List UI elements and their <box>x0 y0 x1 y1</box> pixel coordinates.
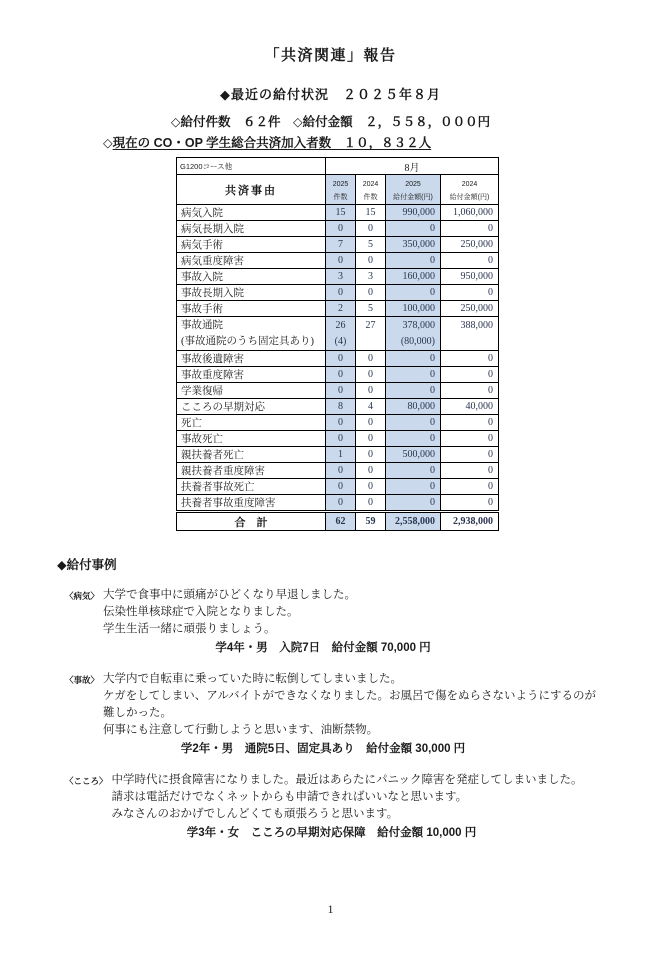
case-line: 大学で食事中に頭痛がひどくなり早退しました。 <box>103 589 357 601</box>
case-content <box>103 671 648 758</box>
count-2025: 0 <box>326 285 356 301</box>
case-item-sickness <box>65 587 661 657</box>
case-line: 何事にも注意して行動しようと思います、油断禁物。 <box>103 724 379 736</box>
total-count-2025: 62 <box>326 512 356 531</box>
amount-2024: 40,000 <box>441 399 499 415</box>
count-2025: 0 <box>326 253 356 269</box>
amount-2024: 0 <box>441 431 499 447</box>
amount-2024: 0 <box>441 447 499 463</box>
amount-2025: 0 <box>386 253 441 269</box>
count-2024: 5 <box>356 301 386 317</box>
stats-line: ◇給付件数 ６２件 ◇給付金額 ２，５５８，０００円 <box>170 115 491 129</box>
amount-2025: 350,000 <box>386 237 441 253</box>
amount-2025: 0 <box>386 351 441 367</box>
row-label: こころの早期対応 <box>177 399 326 415</box>
count-2025: 0 <box>326 495 356 512</box>
case-summary: 学4年・男 入院7日 給付金額 70,000 円 <box>215 642 431 654</box>
count-2025: 7 <box>326 237 356 253</box>
amount-2025: 0 <box>386 221 441 237</box>
case-tag: 〈こころ〉 <box>65 776 108 786</box>
total-amount-2025: 2,558,000 <box>386 512 441 531</box>
case-line: 伝染性単核球症で入院となりました。 <box>103 606 299 618</box>
case-summary: 学2年・男 通院5日、固定具あり 給付金額 30,000 円 <box>180 743 466 755</box>
members-text: 現在の CO・OP 学生総合共済加入者数 １０，８３２人 <box>112 136 432 150</box>
amount-2024: 0 <box>441 463 499 479</box>
count-2024: 0 <box>356 351 386 367</box>
total-amount-2024: 2,938,000 <box>441 512 499 531</box>
row-label: 親扶養者死亡 <box>177 447 326 463</box>
row-label: 事故入院 <box>177 269 326 285</box>
table-total-row <box>177 512 499 531</box>
table-row <box>177 221 499 237</box>
count-2024: 0 <box>356 383 386 399</box>
table-row <box>177 237 499 253</box>
count-2024: 15 <box>356 205 386 221</box>
table-row <box>177 351 499 367</box>
count-2025: 3 <box>326 269 356 285</box>
table-row <box>177 367 499 383</box>
row-label: 病気入院 <box>177 205 326 221</box>
amount-2025: 160,000 <box>386 269 441 285</box>
table-row <box>177 399 499 415</box>
count-2024: 0 <box>356 463 386 479</box>
count-2025: 26 (4) <box>326 317 356 351</box>
case-tag: 〈事故〉 <box>65 675 100 685</box>
table-row <box>177 447 499 463</box>
case-item-accident <box>65 671 661 758</box>
table-row <box>177 479 499 495</box>
amount-2024: 0 <box>441 285 499 301</box>
count-2025: 0 <box>326 383 356 399</box>
amount-2025: 0 <box>386 383 441 399</box>
count-2024: 0 <box>356 495 386 512</box>
count-2024: 0 <box>356 479 386 495</box>
amount-2025: 990,000 <box>386 205 441 221</box>
amount-2024: 0 <box>441 221 499 237</box>
count-2024: 0 <box>356 253 386 269</box>
amount-2024: 0 <box>441 253 499 269</box>
table-row <box>177 383 499 399</box>
reason-header-cell: 共済事由 <box>177 175 326 205</box>
case-line: 難しかった。 <box>103 707 173 719</box>
table-row <box>177 285 499 301</box>
course-label-cell: G1200コース他 <box>177 158 326 175</box>
table-row <box>177 269 499 285</box>
count-2024: 4 <box>356 399 386 415</box>
case-summary: 学3年・女 こころの早期対応保障 給付金額 10,000 円 <box>186 827 477 839</box>
page-number: 1 <box>327 902 334 916</box>
count-2025: 0 <box>326 415 356 431</box>
row-label: 死亡 <box>177 415 326 431</box>
table-row <box>177 431 499 447</box>
row-label: 事故死亡 <box>177 431 326 447</box>
document-page <box>0 44 661 979</box>
row-label: 扶養者事故重度障害 <box>177 495 326 512</box>
count-2025: 0 <box>326 221 356 237</box>
count-2025: 2 <box>326 301 356 317</box>
amount-2024: 388,000 <box>441 317 499 351</box>
count-2024: 0 <box>356 415 386 431</box>
amount-2025: 0 <box>386 479 441 495</box>
amount-2024: 0 <box>441 351 499 367</box>
count-2025: 0 <box>326 351 356 367</box>
amount-2025-header-cell: 2025 給付金額(円) <box>386 175 441 205</box>
amount-2025: 500,000 <box>386 447 441 463</box>
total-count-2024: 59 <box>356 512 386 531</box>
count-2024: 0 <box>356 367 386 383</box>
amount-2024-header-cell: 2024 給付金額(円) <box>441 175 499 205</box>
amount-2024: 0 <box>441 415 499 431</box>
page-title: 「共済関連」報告 <box>264 47 397 64</box>
count-2025: 15 <box>326 205 356 221</box>
case-content <box>103 587 648 657</box>
amount-2025: 0 <box>386 463 441 479</box>
table-row <box>177 301 499 317</box>
members-prefix: ◇ <box>103 136 113 150</box>
case-tag: 〈病気〉 <box>65 591 100 601</box>
row-label: 病気手術 <box>177 237 326 253</box>
amount-2025: 0 <box>386 367 441 383</box>
table-row <box>177 205 499 221</box>
row-label: 親扶養者重度障害 <box>177 463 326 479</box>
amount-2024: 0 <box>441 367 499 383</box>
amount-2025: 100,000 <box>386 301 441 317</box>
amount-2024: 950,000 <box>441 269 499 285</box>
amount-2024: 0 <box>441 495 499 512</box>
amount-2024: 1,060,000 <box>441 205 499 221</box>
table-row <box>177 317 499 351</box>
count-2025: 0 <box>326 367 356 383</box>
count-2024-header-cell: 2024 件数 <box>356 175 386 205</box>
amount-2025: 0 <box>386 285 441 301</box>
table-row <box>177 253 499 269</box>
amount-2024: 0 <box>441 383 499 399</box>
amount-2024: 250,000 <box>441 301 499 317</box>
count-2025: 0 <box>326 431 356 447</box>
amount-2025: 0 <box>386 415 441 431</box>
count-2025: 0 <box>326 479 356 495</box>
case-content <box>112 772 657 842</box>
table-row <box>177 495 499 512</box>
count-2025: 0 <box>326 463 356 479</box>
table-header-month-row <box>177 158 499 175</box>
row-label: 事故通院 (事故通院のうち固定具あり) <box>177 317 326 351</box>
amount-2025: 378,000 (80,000) <box>386 317 441 351</box>
total-label: 合 計 <box>177 512 326 531</box>
table-row <box>177 463 499 479</box>
row-label: 学業復帰 <box>177 383 326 399</box>
month-cell: 8月 <box>326 158 499 175</box>
amount-2025: 80,000 <box>386 399 441 415</box>
count-2024: 5 <box>356 237 386 253</box>
count-2024: 0 <box>356 221 386 237</box>
amount-2025: 0 <box>386 431 441 447</box>
cases-heading: ◆給付事例 <box>57 558 117 572</box>
count-2024: 0 <box>356 447 386 463</box>
benefits-table <box>176 157 499 531</box>
count-2024: 0 <box>356 285 386 301</box>
case-line: 学生生活一緒に頑張りましょう。 <box>103 623 276 635</box>
case-line: 請求は電話だけでなくネットからも申請できればいいなと思います。 <box>111 791 468 803</box>
amount-2024: 250,000 <box>441 237 499 253</box>
case-item-mental <box>65 772 661 842</box>
benefit-cases-section <box>57 555 661 842</box>
count-2024: 3 <box>356 269 386 285</box>
case-line: 中学時代に摂食障害になりました。最近はあらたにパニック障害を発症してしまいました。 <box>111 774 583 786</box>
case-line: 大学内で自転車に乗っていた時に転倒してしまいました。 <box>103 673 403 685</box>
case-line: ケガをしてしまい、アルバイトができなくなりました。お風呂で傷をぬらさないようにするのが <box>103 690 597 702</box>
count-2025-header-cell: 2025 件数 <box>326 175 356 205</box>
members-line <box>103 133 661 151</box>
amount-2025: 0 <box>386 495 441 512</box>
count-2024: 27 <box>356 317 386 351</box>
report-subtitle: ◆最近の給付状況 ２０２５年８月 <box>220 87 441 102</box>
row-label: 事故長期入院 <box>177 285 326 301</box>
row-label: 事故重度障害 <box>177 367 326 383</box>
count-2025: 8 <box>326 399 356 415</box>
amount-2024: 0 <box>441 479 499 495</box>
count-2024: 0 <box>356 431 386 447</box>
case-line: みなさんのおかげでしんどくても頑張ろうと思います。 <box>111 808 399 820</box>
row-label: 病気重度障害 <box>177 253 326 269</box>
table-row <box>177 415 499 431</box>
row-label: 病気長期入院 <box>177 221 326 237</box>
row-label: 事故手術 <box>177 301 326 317</box>
count-2025: 1 <box>326 447 356 463</box>
row-label: 事故後遺障害 <box>177 351 326 367</box>
table-header-row <box>177 175 499 205</box>
row-label: 扶養者事故死亡 <box>177 479 326 495</box>
